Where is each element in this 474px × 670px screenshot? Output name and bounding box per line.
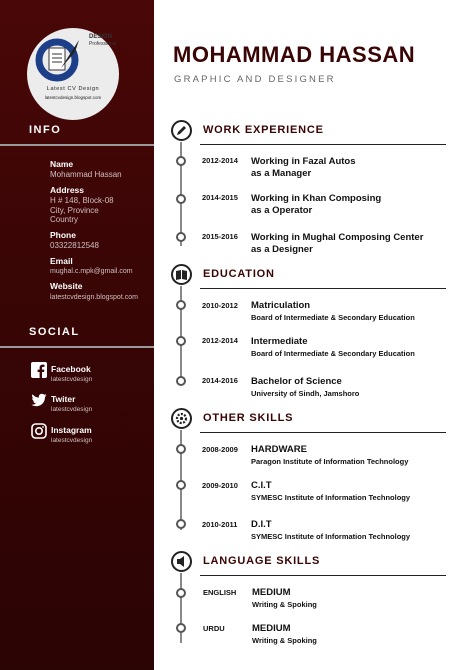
gear-icon xyxy=(171,408,192,429)
timeline-dot xyxy=(176,519,186,529)
work-line-1: Working in Khan Composing xyxy=(251,193,382,204)
work-line-2: as a Designer xyxy=(251,244,313,255)
website-value: latestcvdesign.blogspot.com xyxy=(50,294,138,301)
twitter-name: Twiter xyxy=(51,394,76,404)
timeline-dot xyxy=(176,376,186,386)
work-year: 2014-2015 xyxy=(202,193,238,202)
timeline-dot xyxy=(176,336,186,346)
timeline-dot xyxy=(176,480,186,490)
info-heading: INFO xyxy=(29,124,62,136)
name-value: Mohammad Hassan xyxy=(50,170,122,179)
education-heading: EDUCATION xyxy=(203,268,275,280)
address-label: Address xyxy=(50,185,85,195)
phone-label: Phone xyxy=(50,230,76,240)
work-year: 2012-2014 xyxy=(202,156,238,165)
logo-sub: Professional xyxy=(89,41,117,47)
language-divider xyxy=(200,575,446,576)
education-degree: Matriculation xyxy=(251,300,311,311)
language-heading: LANGUAGE SKILLS xyxy=(203,555,321,567)
language-level: MEDIUM xyxy=(252,623,291,634)
work-line-1: Working in Fazal Autos xyxy=(251,156,356,167)
facebook-icon[interactable] xyxy=(31,362,47,378)
skill-institute: Paragon Institute of Information Technology xyxy=(251,457,409,466)
language-detail: Writing & Spoking xyxy=(252,600,317,609)
timeline-dot xyxy=(176,300,186,310)
facebook-handle[interactable]: latestcvdesign xyxy=(51,376,93,383)
education-year: 2012-2014 xyxy=(202,336,238,345)
skill-name: D.I.T xyxy=(251,519,272,530)
skill-year: 2010-2011 xyxy=(202,520,238,529)
education-board: Board of Intermediate & Secondary Education xyxy=(251,313,415,322)
website-label: Website xyxy=(50,281,83,291)
logo-brand: DESIGN xyxy=(89,34,113,40)
education-degree: Intermediate xyxy=(251,336,308,347)
logo-url: latestcvdesign.blogspot.com xyxy=(44,95,102,100)
email-label: Email xyxy=(50,256,73,266)
social-divider xyxy=(0,346,154,348)
person-title: GRAPHIC AND DESIGNER xyxy=(174,74,336,85)
timeline-dot xyxy=(176,588,186,598)
language-level: MEDIUM xyxy=(252,587,291,598)
skill-name: C.I.T xyxy=(251,480,272,491)
info-divider xyxy=(0,144,154,146)
education-board: University of Sindh, Jamshoro xyxy=(251,389,360,398)
education-year: 2014-2016 xyxy=(202,376,238,385)
address-line-1: H # 148, Block-08 xyxy=(50,196,114,205)
work-line-2: as a Operator xyxy=(251,205,313,216)
education-board: Board of Intermediate & Secondary Education xyxy=(251,349,415,358)
language-detail: Writing & Spoking xyxy=(252,636,317,645)
education-year: 2010-2012 xyxy=(202,301,238,310)
instagram-icon[interactable] xyxy=(31,423,47,439)
education-degree: Bachelor of Science xyxy=(251,376,342,387)
skill-name: HARDWARE xyxy=(251,444,307,455)
skills-heading: OTHER SKILLS xyxy=(203,412,294,424)
facebook-name: Facebook xyxy=(51,364,91,374)
work-line-2: as a Manager xyxy=(251,168,312,179)
instagram-handle[interactable]: latestcvdesign xyxy=(51,437,93,444)
person-name: MOHAMMAD HASSAN xyxy=(173,42,416,67)
pen-icon xyxy=(171,120,192,141)
sidebar xyxy=(0,0,154,670)
speaker-icon xyxy=(171,551,192,572)
twitter-handle[interactable]: latestcvdesign xyxy=(51,406,93,413)
logo-caption: Latest CV Design xyxy=(46,86,100,92)
social-heading: SOCIAL xyxy=(29,326,80,338)
language-name: URDU xyxy=(203,624,225,633)
skill-institute: SYMESC Institute of Information Technology xyxy=(251,493,411,502)
skill-year: 2008-2009 xyxy=(202,445,238,454)
email-value: mughal.c.mpk@gmail.com xyxy=(50,268,133,275)
skill-year: 2009-2010 xyxy=(202,481,238,490)
cv-logo-icon xyxy=(35,34,83,86)
timeline-dot xyxy=(176,232,186,242)
address-line-3: Country xyxy=(50,215,79,224)
skills-divider xyxy=(200,432,446,433)
language-name: ENGLISH xyxy=(203,588,237,597)
logo xyxy=(27,28,119,120)
work-divider xyxy=(200,144,446,145)
timeline-dot xyxy=(176,623,186,633)
book-icon xyxy=(171,264,192,285)
name-label: Name xyxy=(50,159,74,169)
work-year: 2015-2016 xyxy=(202,232,238,241)
twitter-icon[interactable] xyxy=(31,392,47,408)
education-divider xyxy=(200,288,446,289)
timeline-dot xyxy=(176,194,186,204)
phone-value: 03322812548 xyxy=(50,241,99,250)
timeline-dot xyxy=(176,156,186,166)
instagram-name: Instagram xyxy=(51,425,92,435)
work-heading: WORK EXPERIENCE xyxy=(203,124,324,136)
work-line-1: Working in Mughal Composing Center xyxy=(251,232,424,243)
address-line-2: City, Province xyxy=(50,206,99,215)
skill-institute: SYMESC Institute of Information Technology xyxy=(251,532,411,541)
timeline-dot xyxy=(176,444,186,454)
